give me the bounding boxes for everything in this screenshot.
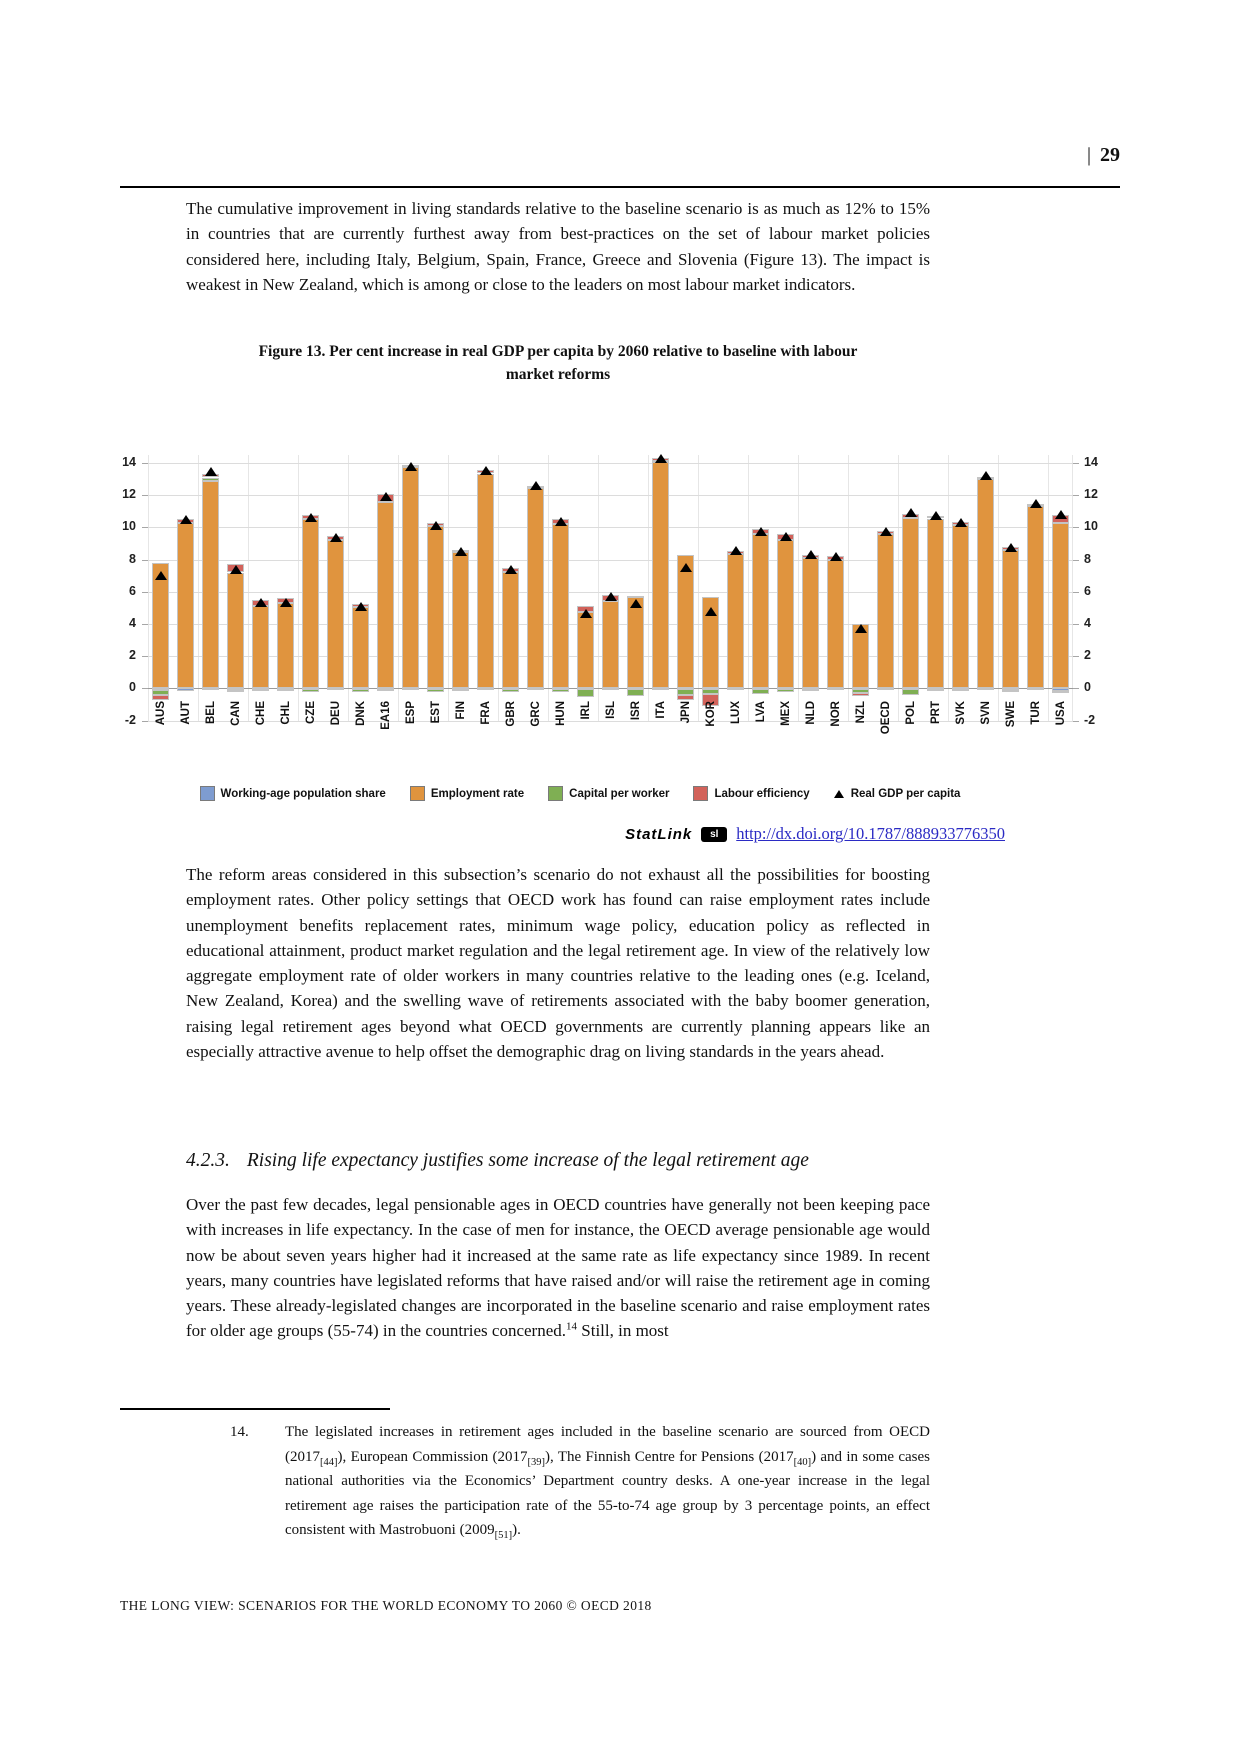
y-axis-tick (142, 721, 148, 722)
horizontal-gridline (148, 495, 1073, 496)
bar-segment-working-age-population-share (652, 688, 669, 690)
real-gdp-marker (230, 565, 242, 574)
bar-segment-working-age-population-share (402, 688, 419, 690)
y-axis-label: 2 (1084, 648, 1091, 662)
bar-segment-working-age-population-share (477, 688, 494, 690)
bar-segment-working-age-population-share (602, 688, 619, 690)
real-gdp-marker (580, 609, 592, 618)
y-axis-tick (142, 463, 148, 464)
bar-segment-employment-rate (402, 467, 419, 688)
legend-item (200, 786, 386, 801)
x-axis-category-label: NOR (829, 701, 842, 727)
bar-segment-employment-rate (327, 540, 344, 688)
y-axis-label: 10 (122, 519, 136, 533)
x-axis-category-label: AUT (179, 701, 192, 725)
legend-label: Labour efficiency (714, 787, 810, 800)
x-axis-category-label: CAN (229, 701, 242, 726)
statlink-url[interactable]: http://dx.doi.org/10.1787/888933776350 (736, 824, 1005, 843)
real-gdp-marker (180, 515, 192, 524)
x-axis-category-label: JPN (679, 701, 692, 724)
paragraph-living-standards: The cumulative improvement in living standards relative to the baseline scenario is as much as 12% to 15% in countries that are currently furthest away from best-practices on the set of labour market policies considered here, including Italy, Belgium, Spain, France, Greece and Slovenia (Figure 13). The impact is weakest in New Zealand, which is among or close to the leaders on most labour market indicators. (186, 199, 930, 294)
real-gdp-marker (680, 563, 692, 572)
real-gdp-marker (430, 521, 442, 530)
footnote-part: The legislated increases in retirement ages included in the baseline scenario are sourced from OECD (2017 (285, 1424, 930, 1465)
x-axis-category-label: ITA (654, 701, 667, 719)
bar-segment-employment-rate (1002, 550, 1019, 689)
citation-subscript: [44] (320, 1456, 338, 1468)
x-axis-category-label: NZL (854, 701, 867, 724)
y-axis-tick (1073, 463, 1079, 464)
y-axis-label: 12 (122, 487, 136, 501)
footnote-part: ) and in some cases national authorities via the Economics’ Department country desks. A one-year increase in the legal retirement age raises the participation rate of the 55-to-74 age group by 3 percentage points, an effect consistent with Mastrobuoni (2009 (285, 1448, 930, 1539)
real-gdp-marker (755, 527, 767, 536)
y-axis-label: -2 (1084, 713, 1096, 727)
bar-segment-employment-rate (977, 479, 994, 688)
citation-subscript: [39] (527, 1456, 546, 1468)
y-axis-tick (142, 624, 148, 625)
real-gdp-marker (1055, 510, 1067, 519)
bar-segment-employment-rate (727, 554, 744, 688)
bar-segment-employment-rate (1027, 506, 1044, 689)
real-gdp-marker (280, 598, 292, 607)
x-axis-category-label: FRA (479, 701, 492, 725)
bar-segment-employment-rate (652, 462, 669, 688)
bar-segment-employment-rate (627, 597, 644, 689)
footnote-part: ), European Commission (2017 (337, 1448, 528, 1465)
bar-segment-working-age-population-share (202, 688, 219, 690)
bar-segment-capital-per-worker (1002, 690, 1019, 692)
x-axis-category-label: ISL (604, 701, 617, 719)
bar-segment-working-age-population-share (877, 688, 894, 690)
bar-segment-employment-rate (302, 519, 319, 688)
statlink-row (0, 824, 1005, 844)
x-axis-category-label: ESP (404, 701, 417, 725)
x-axis-category-label: DEU (329, 701, 342, 726)
x-axis-category-label: ISR (629, 701, 642, 721)
x-axis-category-label: MEX (779, 701, 792, 726)
bar-segment-capital-per-worker (377, 689, 394, 691)
x-axis-category-label: IRL (579, 701, 592, 720)
chart-legend (100, 786, 1060, 801)
bar-segment-employment-rate (252, 606, 269, 688)
bar-segment-employment-rate (677, 555, 694, 689)
bar-segment-capital-per-worker (302, 689, 319, 692)
y-axis-label: 6 (129, 584, 136, 598)
x-axis-category-label: CHE (254, 701, 267, 726)
bar-segment-capital-per-worker (952, 689, 969, 691)
citation-subscript: [40] (793, 1456, 812, 1468)
bar-segment-labour-efficiency (677, 695, 694, 701)
real-gdp-marker (155, 571, 167, 580)
x-axis-category-label: BEL (204, 701, 217, 724)
bar-segment-employment-rate (877, 534, 894, 689)
bar-segment-labour-efficiency (152, 695, 169, 700)
page-number-value: 29 (1100, 144, 1120, 166)
y-axis-label: 8 (129, 552, 136, 566)
y-axis-tick (142, 527, 148, 528)
bar-segment-capital-per-worker (452, 689, 469, 691)
section-heading (186, 1150, 946, 1172)
y-axis-label: 10 (1084, 519, 1098, 533)
legend-label: Real GDP per capita (850, 787, 961, 800)
real-gdp-marker (730, 546, 742, 555)
x-axis-category-label: TUR (1029, 701, 1042, 725)
x-axis-category-label: CHL (279, 701, 292, 725)
bar-segment-employment-rate (527, 488, 544, 688)
legend-label: Capital per worker (569, 787, 670, 800)
real-gdp-marker (930, 511, 942, 520)
bar-segment-employment-rate (777, 540, 794, 688)
paragraph-reform-areas: The reform areas considered in this subsection’s scenario do not exhaust all the possibilities for boosting employment rates. Other policy settings that OECD work has found can raise employment rates include unemployment benefits replacement rates, minimum wage policy, education policy as reflected in educational attainment, product market regulation and the legal retirement age. In view of the relatively low aggregate employment rate of older workers in many countries relative to the leading ones (e.g. Iceland, New Zealand, Korea) and the swelling wave of retirements associated with the baby boomer generation, raising legal retirement ages beyond what OECD governments are currently planning appears like an especially attractive avenue to help offset the demographic drag on living standards in the years ahead. (186, 865, 930, 1062)
bar-segment-capital-per-worker (227, 690, 244, 692)
legend-item (834, 788, 961, 800)
footnote-number: 14. (230, 1424, 249, 1440)
bar-segment-capital-per-worker (202, 478, 219, 481)
real-gdp-marker (455, 547, 467, 556)
x-axis-category-label: EST (429, 701, 442, 724)
footnote-14 (230, 1420, 930, 1543)
section-number: 4.2.3. (186, 1150, 230, 1171)
y-axis-label: 4 (129, 616, 136, 630)
real-gdp-marker (880, 527, 892, 536)
bar-segment-working-age-population-share (727, 688, 744, 690)
figure-13-chart (0, 398, 1240, 790)
legend-swatch (410, 786, 425, 801)
legend-item (410, 786, 524, 801)
y-axis-tick (1073, 560, 1079, 561)
real-gdp-marker (530, 481, 542, 490)
y-axis-label: 14 (122, 455, 136, 469)
horizontal-gridline (148, 463, 1073, 464)
bar-segment-employment-rate (827, 560, 844, 689)
bar-segment-employment-rate (227, 573, 244, 689)
bar-segment-employment-rate (177, 523, 194, 689)
legend-swatch (548, 786, 563, 801)
y-axis-label: 2 (129, 648, 136, 662)
y-axis-label: 8 (1084, 552, 1091, 566)
y-axis-label: 4 (1084, 616, 1091, 630)
bar-segment-employment-rate (352, 607, 369, 688)
y-axis-tick (142, 688, 148, 689)
real-gdp-marker (405, 462, 417, 471)
y-axis-tick (1073, 527, 1079, 528)
x-axis-category-label: NLD (804, 701, 817, 725)
x-axis-category-label: POL (904, 701, 917, 725)
y-axis-label: 0 (129, 680, 136, 694)
real-gdp-marker (605, 592, 617, 601)
bar-segment-labour-efficiency (852, 693, 869, 695)
legend-item (693, 786, 809, 801)
figure-title (178, 340, 938, 386)
page-footer: THE LONG VIEW: SCENARIOS FOR THE WORLD ECONOMY TO 2060 © OECD 2018 (120, 1598, 652, 1613)
bar-segment-capital-per-worker (902, 689, 919, 695)
x-axis-category-label: AUS (154, 701, 167, 726)
legend-swatch (693, 786, 708, 801)
bar-segment-employment-rate (952, 525, 969, 688)
bar-segment-capital-per-worker (777, 689, 794, 691)
x-axis-category-label: GBR (504, 701, 517, 727)
statlink-icon: sl (701, 827, 727, 842)
bar-segment-employment-rate (277, 603, 294, 688)
bar-segment-employment-rate (602, 601, 619, 689)
bar-segment-employment-rate (477, 474, 494, 689)
x-axis-category-label: LVA (754, 701, 767, 723)
real-gdp-marker (355, 602, 367, 611)
real-gdp-marker (955, 518, 967, 527)
bar-segment-employment-rate (152, 563, 169, 689)
real-gdp-marker (1030, 499, 1042, 508)
paragraph-retirement-age (186, 1192, 930, 1344)
y-axis-label: 6 (1084, 584, 1091, 598)
y-axis-tick (1073, 495, 1079, 496)
statlink-label: StatLink (625, 825, 693, 843)
real-gdp-marker (830, 552, 842, 561)
y-axis-label: -2 (124, 713, 136, 727)
bar-segment-employment-rate (452, 552, 469, 688)
bar-segment-working-age-population-share (827, 688, 844, 690)
x-axis-category-label: HUN (554, 701, 567, 726)
real-gdp-marker (630, 599, 642, 608)
bar-segment-capital-per-worker (427, 689, 444, 692)
bar-segment-employment-rate (902, 518, 919, 689)
real-gdp-marker (505, 565, 517, 574)
bar-segment-employment-rate (427, 526, 444, 689)
y-axis-tick (142, 592, 148, 593)
real-gdp-marker (205, 467, 217, 476)
section-title: Rising life expectancy justifies some increase of the legal retirement age (246, 1150, 809, 1171)
footnote-reference[interactable]: 14 (566, 1320, 578, 1333)
footnote-separator (120, 1408, 390, 1410)
bar-segment-capital-per-worker (277, 689, 294, 691)
bar-segment-capital-per-worker (502, 689, 519, 691)
bar-segment-capital-per-worker (802, 689, 819, 691)
y-axis-label: 12 (1084, 487, 1098, 501)
bar-segment-working-age-population-share (527, 688, 544, 690)
legend-label: Working-age population share (220, 787, 386, 800)
paragraph3-text-cont: Still, in most (577, 1321, 669, 1341)
bar-segment-capital-per-worker (627, 689, 644, 695)
citation-subscript: [51] (494, 1530, 513, 1542)
footnote-text (285, 1420, 930, 1543)
real-gdp-marker (855, 624, 867, 633)
bar-segment-employment-rate (202, 481, 219, 689)
bar-segment-working-age-population-share (327, 688, 344, 690)
footnote-part: ), The Finnish Centre for Pensions (2017 (545, 1448, 794, 1465)
legend-triangle-icon (834, 790, 844, 798)
x-axis-category-label: CZE (304, 701, 317, 724)
real-gdp-marker (255, 598, 267, 607)
y-axis-tick (1073, 592, 1079, 593)
bar-segment-working-age-population-share (977, 688, 994, 690)
y-axis-tick (1073, 688, 1079, 689)
bar-segment-working-age-population-share (177, 688, 194, 690)
figure-title-line1: Figure 13. Per cent increase in real GDP per capita by 2060 relative to baseline with labour (258, 343, 858, 360)
bar-segment-capital-per-worker (1052, 691, 1069, 693)
bar-segment-capital-per-worker (252, 689, 269, 691)
real-gdp-marker (705, 607, 717, 616)
real-gdp-marker (655, 454, 667, 463)
bar-segment-employment-rate (852, 624, 869, 688)
y-axis-tick (1073, 656, 1079, 657)
x-axis-category-label: OECD (879, 701, 892, 735)
header-rule (120, 186, 1120, 188)
bar-segment-employment-rate (802, 558, 819, 688)
bar-segment-capital-per-worker (552, 689, 569, 691)
x-axis-category-label: FIN (454, 701, 467, 720)
real-gdp-marker (555, 517, 567, 526)
x-axis-category-label: LUX (729, 701, 742, 724)
x-axis-category-label: DNK (354, 701, 367, 726)
figure-title-line2: market reforms (505, 366, 611, 383)
y-axis-tick (1073, 624, 1079, 625)
x-axis-category-label: SWE (1004, 701, 1017, 728)
y-axis-tick (142, 656, 148, 657)
footnote-part: ). (512, 1522, 521, 1539)
y-axis-label: 14 (1084, 455, 1098, 469)
x-axis-category-label: SVN (979, 701, 992, 725)
legend-label: Employment rate (430, 787, 525, 800)
real-gdp-marker (480, 466, 492, 475)
x-axis-category-label: USA (1054, 701, 1067, 726)
bar-segment-employment-rate (377, 502, 394, 689)
paragraph3-text: Over the past few decades, legal pensionable ages in OECD countries have generally not been keeping pace with increases in life expectancy. In the case of men for instance, the OECD average pensionable age would now be about seven years higher had it increased at the same rate as life expectancy since 1989. In recent years, many countries have legislated reforms that have raised and/or will raise the retirement age in coming years. These already-legislated changes are incorporated in the baseline scenario and raise employment rates for older age groups (55-74) in the countries concerned. (186, 1195, 930, 1341)
y-axis-tick (142, 495, 148, 496)
bar-segment-capital-per-worker (352, 689, 369, 691)
y-axis-tick (1073, 721, 1079, 722)
real-gdp-marker (1005, 543, 1017, 552)
bar-segment-capital-per-worker (577, 689, 594, 697)
bar-segment-employment-rate (552, 524, 569, 688)
bar-segment-employment-rate (577, 612, 594, 689)
real-gdp-marker (805, 550, 817, 559)
x-axis-category-label: GRC (529, 701, 542, 727)
bar-segment-labour-efficiency (627, 596, 644, 598)
legend-item (548, 786, 669, 801)
chart-plot-area (148, 455, 1073, 721)
x-axis-category-label: PRT (929, 701, 942, 724)
bar-segment-capital-per-worker (927, 689, 944, 691)
bar-segment-employment-rate (752, 534, 769, 689)
y-axis-label: 0 (1084, 680, 1091, 694)
real-gdp-marker (380, 492, 392, 501)
bar-segment-employment-rate (1052, 523, 1069, 688)
legend-swatch (200, 786, 215, 801)
y-axis-tick (142, 560, 148, 561)
page-number (1087, 144, 1120, 167)
x-axis-category-label: SVK (954, 701, 967, 725)
real-gdp-marker (905, 508, 917, 517)
real-gdp-marker (305, 513, 317, 522)
real-gdp-marker (780, 532, 792, 541)
x-axis-category-label: KOR (704, 701, 717, 727)
bar-segment-working-age-population-share (1027, 688, 1044, 690)
page-number-separator: | (1086, 144, 1091, 166)
real-gdp-marker (330, 533, 342, 542)
real-gdp-marker (980, 471, 992, 480)
bar-segment-capital-per-worker (752, 689, 769, 694)
x-axis-category-label: EA16 (379, 701, 392, 730)
bar-segment-employment-rate (927, 519, 944, 689)
bar-segment-employment-rate (502, 572, 519, 689)
